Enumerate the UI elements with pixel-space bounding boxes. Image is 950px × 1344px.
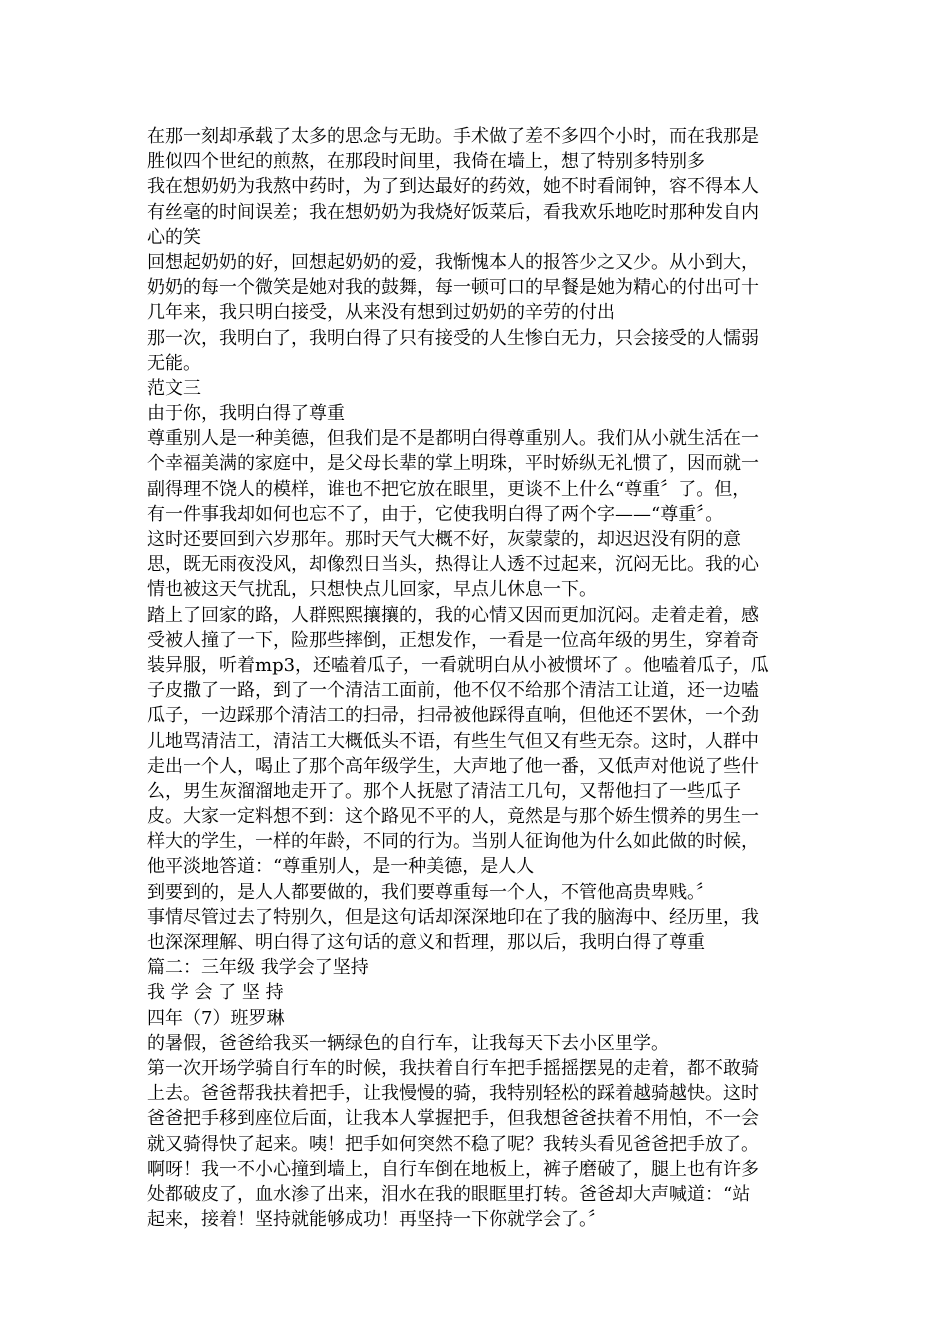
text-line: 副得理不饶人的模样，谁也不把它放在眼里，更谈不上什么“尊重〞了。但， [147, 478, 751, 500]
text-line: 心的笑 [147, 226, 201, 248]
text-line: 第一次开场学骑自行车的时候，我扶着自行车把手摇摇摆晃的走着，都不敢骑 [147, 1057, 759, 1079]
text-line: 范文三 [147, 377, 201, 399]
text-line: 么，男生灰溜溜地走开了。那个人抚慰了清洁工几句，又帮他扫了一些瓜子 [147, 780, 741, 802]
text-line: 四年（7）班罗琳 [147, 1007, 285, 1029]
text-line: 处都破皮了，血水渗了出来，泪水在我的眼眶里打转。爸爸却大声喊道：“站 [147, 1183, 751, 1205]
text-line: 瓜子，一边踩那个清洁工的扫帚，扫帚被他踩得直响，但他还不罢休，一个劲 [147, 705, 759, 727]
text-line: 胜似四个世纪的煎熬，在那段时间里，我倚在墙上，想了特别多特别多 [147, 151, 705, 173]
text-line: 有一件事我却如何也忘不了，由于，它使我明白得了两个字——“尊重〞。 [147, 503, 724, 525]
text-line: 在那一刻却承载了太多的思念与无助。手术做了差不多四个小时，而在我那是 [147, 126, 759, 147]
text-line: 踏上了回家的路，人群熙熙攘攘的，我的心情又因而更加沉闷。走着走着，感 [147, 604, 759, 626]
text-line: 也深深理解、明白得了这句话的意义和哲理，那以后，我明白得了尊重 [147, 932, 705, 953]
text-line: 我 学 会 了 坚 持 [147, 982, 284, 1004]
text-line: 回想起奶奶的好，回想起奶奶的爱，我惭愧本人的报答少之又少。从小到大， [147, 251, 759, 273]
text-line: 样大的学生，一样的年龄，不同的行为。当别人征询他为什么如此做的时候， [147, 831, 759, 853]
document-page [147, 124, 802, 1232]
text-line: 奶奶的每一个微笑是她对我的鼓舞，每一顿可口的早餐是她为精心的付出可十 [147, 277, 759, 299]
text-line: 儿地骂清洁工，清洁工大概低头不语，有些生气但又有些无奈。这时，人群中 [147, 730, 759, 752]
text-line: 走出一个人，喝止了那个高年级学生，大声地了他一番，又低声对他说了些什 [147, 755, 759, 777]
text-line: 由于你，我明白得了尊重 [147, 403, 345, 425]
text-line: 情也被这天气扰乱，只想快点儿回家，早点儿休息一下。 [147, 579, 597, 601]
text-line: 子皮撒了一路，到了一个清洁工面前，他不仅不给那个清洁工让道，还一边嗑 [147, 680, 759, 702]
text-line: 篇二：三年级 我学会了坚持 [147, 957, 369, 979]
text-line: 有丝毫的时间误差；我在想奶奶为我烧好饭菜后，看我欢乐地吃时那种发自内 [147, 201, 759, 223]
text-line: 思，既无雨夜没风，却像烈日当头，热得让人透不过起来，沉闷无比。我的心 [147, 554, 759, 576]
text-line: 个幸福美满的家庭中，是父母长辈的掌上明珠，平时娇纵无礼惯了，因而就一 [147, 453, 759, 475]
text-line: 无能。 [147, 352, 201, 374]
text-line: 爸爸把手移到座位后面，让我本人掌握把手，但我想爸爸扶着不用怕，不一会 [147, 1108, 759, 1130]
text-line: 皮。大家一定料想不到：这个路见不平的人，竟然是与那个娇生惯养的男生一 [147, 806, 759, 828]
text-line: 装异服，听着mp3，还嗑着瓜子，一看就明白从小被惯坏了 。他嗑着瓜子，瓜 [147, 654, 769, 676]
text-line: 受被人撞了一下，险那些摔倒，正想发作，一看是一位高年级的男生，穿着奇 [147, 629, 759, 651]
text-line: 那一次，我明白了，我明白得了只有接受的人生惨白无力，只会接受的人懦弱 [147, 327, 759, 349]
text-line: 我在想奶奶为我熬中药时，为了到达最好的药效，她不时看闹钟，容不得本人 [147, 176, 759, 198]
text-line: 上去。爸爸帮我扶着把手，让我慢慢的骑，我特别轻松的踩着越骑越快。这时 [147, 1083, 759, 1105]
text-line: 尊重别人是一种美德，但我们是不是都明白得尊重别人。我们从小就生活在一 [147, 428, 759, 450]
text-line: 这时还要回到六岁那年。那时天气大概不好，灰蒙蒙的，却迟迟没有阴的意 [147, 529, 741, 550]
text-line: 就又骑得快了起来。咦！把手如何突然不稳了呢？我转头看见爸爸把手放了。 [147, 1133, 759, 1155]
text-line: 他平淡地答道：“尊重别人，是一种美德，是人人 [147, 856, 535, 878]
text-line: 几年来，我只明白接受，从来没有想到过奶奶的辛劳的付出 [147, 302, 615, 324]
text-line: 的暑假，爸爸给我买一辆绿色的自行车，让我每天下去小区里学。 [147, 1032, 669, 1054]
text-line: 起来，接着！坚持就能够成功！再坚持一下你就学会了。〞 [147, 1209, 606, 1231]
text-line: 到要到的，是人人都要做的，我们要尊重每一个人，不管他高贵卑贱。〞 [147, 881, 714, 903]
text-line: 啊呀！我一不小心撞到墙上，自行车倒在地板上，裤子磨破了，腿上也有许多 [147, 1158, 759, 1180]
text-line: 事情尽管过去了特别久，但是这句话却深深地印在了我的脑海中、经历里，我 [147, 906, 759, 928]
